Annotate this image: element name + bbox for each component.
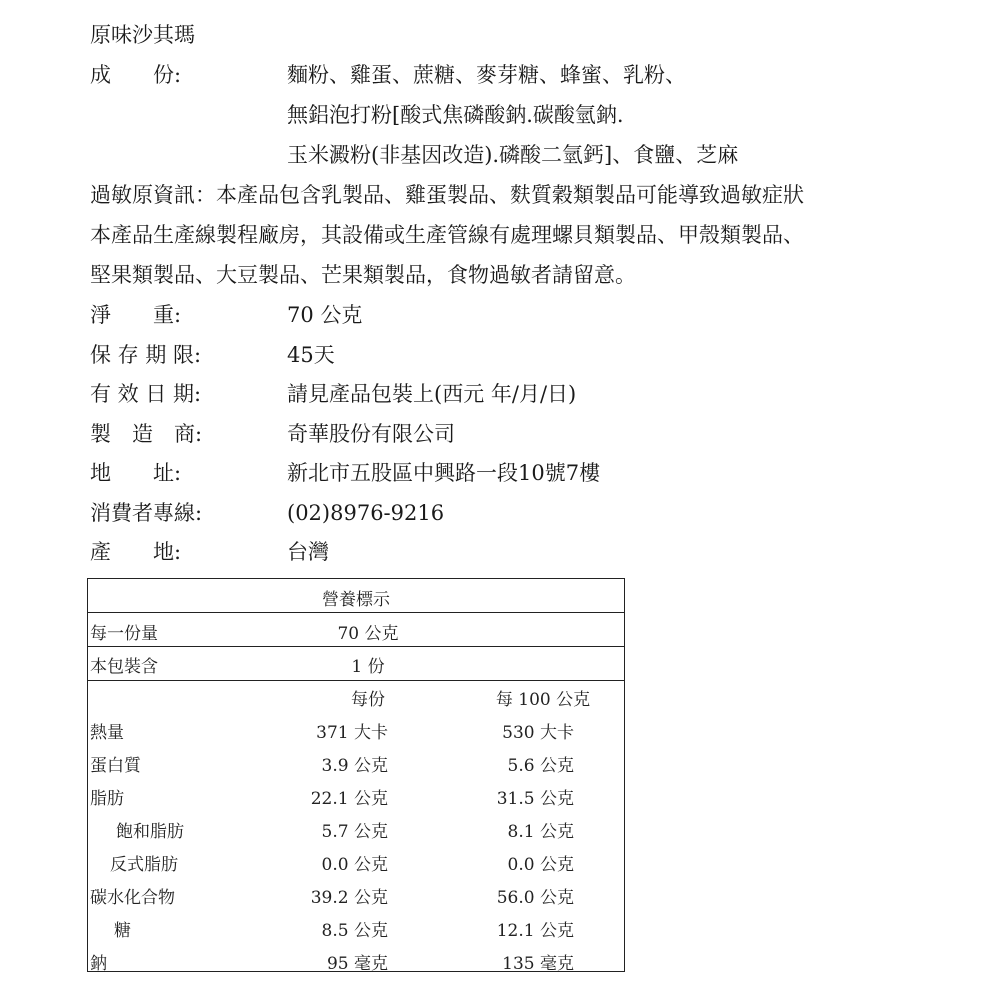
allergen-line: 過敏原資訊：本產品包含乳製品、雞蛋製品、麩質穀類製品可能導致過敏症狀	[90, 183, 804, 207]
origin-value: 台灣	[287, 540, 329, 564]
address-label: 地 址:	[90, 461, 182, 485]
nutrient-per-100g: 0.0 公克	[507, 855, 574, 875]
nutrient-row-fat	[88, 782, 624, 812]
column-header-row	[88, 683, 624, 713]
nutrient-label: 飽和脂肪	[116, 822, 184, 842]
allergen-line: 本產品生產線製程廠房，其設備或生產管線有處理螺貝類製品、甲殼類製品、	[90, 223, 804, 247]
servings-value: 1 份	[351, 657, 385, 677]
serving-size-row	[88, 617, 624, 647]
hotline-value: (02)8976-9216	[287, 501, 445, 525]
nutrient-label: 熱量	[90, 723, 124, 743]
shelf-life-label: 保 存 期 限:	[90, 343, 202, 367]
servings-row	[88, 650, 624, 680]
nutrition-title: 營養標示	[322, 590, 390, 610]
expiry-date-label: 有 效 日 期:	[90, 382, 202, 406]
servings-label: 本包裝含	[90, 657, 158, 677]
nutrient-per-serving: 371 大卡	[316, 723, 388, 743]
allergen-line: 堅果類製品、大豆製品、芒果類製品，食物過敏者請留意。	[90, 263, 636, 287]
nutrient-row-saturated-fat	[88, 815, 624, 845]
nutrient-per-serving: 5.7 公克	[321, 822, 388, 842]
nutrient-per-100g: 135 毫克	[502, 954, 574, 974]
address-value: 新北市五股區中興路一段10號7樓	[287, 461, 601, 485]
ingredients-line: 無鋁泡打粉[酸式焦磷酸鈉.碳酸氫鈉.	[287, 103, 624, 127]
nutrient-label: 鈉	[90, 954, 107, 974]
nutrient-row-sugar	[88, 914, 624, 944]
nutrient-label: 脂肪	[90, 789, 124, 809]
net-weight-value: 70 公克	[287, 303, 363, 327]
shelf-life-value: 45天	[287, 343, 335, 367]
nutrient-per-100g: 56.0 公克	[496, 888, 574, 908]
per-100g-header: 每 100 公克	[495, 690, 591, 710]
net-weight-label: 淨 重:	[90, 303, 182, 327]
nutrient-per-100g: 12.1 公克	[496, 921, 574, 941]
nutrient-per-serving: 39.2 公克	[310, 888, 388, 908]
nutrient-label: 蛋白質	[90, 756, 141, 776]
nutrient-row-energy	[88, 716, 624, 746]
manufacturer-value: 奇華股份有限公司	[287, 422, 455, 446]
nutrient-label: 糖	[114, 921, 131, 941]
nutrient-per-serving: 3.9 公克	[321, 756, 388, 776]
hotline-label: 消費者專線:	[90, 501, 203, 525]
serving-size-label: 每一份量	[90, 624, 158, 644]
serving-size-value: 70 公克	[337, 624, 399, 644]
nutrient-per-serving: 22.1 公克	[310, 789, 388, 809]
ingredients-label: 成 份:	[90, 63, 182, 87]
nutrient-per-serving: 95 毫克	[326, 954, 388, 974]
nutrient-row-trans-fat	[88, 848, 624, 878]
ingredients-line: 玉米澱粉(非基因改造).磷酸二氫鈣]、食鹽、芝麻	[287, 143, 739, 167]
nutrient-per-100g: 530 大卡	[502, 723, 574, 743]
table-divider	[88, 612, 624, 613]
nutrient-per-100g: 5.6 公克	[507, 756, 574, 776]
nutrition-table	[87, 578, 625, 972]
product-name: 原味沙其瑪	[90, 23, 195, 47]
table-divider	[88, 646, 624, 647]
nutrient-row-protein	[88, 749, 624, 779]
nutrient-per-100g: 31.5 公克	[496, 789, 574, 809]
nutrient-label: 反式脂肪	[110, 855, 178, 875]
table-divider	[88, 680, 624, 681]
nutrient-row-sodium	[88, 947, 624, 977]
nutrient-label: 碳水化合物	[90, 888, 175, 908]
nutrient-per-serving: 8.5 公克	[321, 921, 388, 941]
ingredients-line: 麵粉、雞蛋、蔗糖、麥芽糖、蜂蜜、乳粉、	[287, 63, 686, 87]
nutrient-per-serving: 0.0 公克	[321, 855, 388, 875]
nutrient-row-carbohydrate	[88, 881, 624, 911]
per-serving-header: 每份	[351, 690, 385, 710]
expiry-date-value: 請見產品包裝上(西元 年/月/日)	[287, 382, 577, 406]
nutrient-per-100g: 8.1 公克	[507, 822, 574, 842]
origin-label: 產 地:	[90, 540, 182, 564]
manufacturer-label: 製 造 商:	[90, 422, 203, 446]
